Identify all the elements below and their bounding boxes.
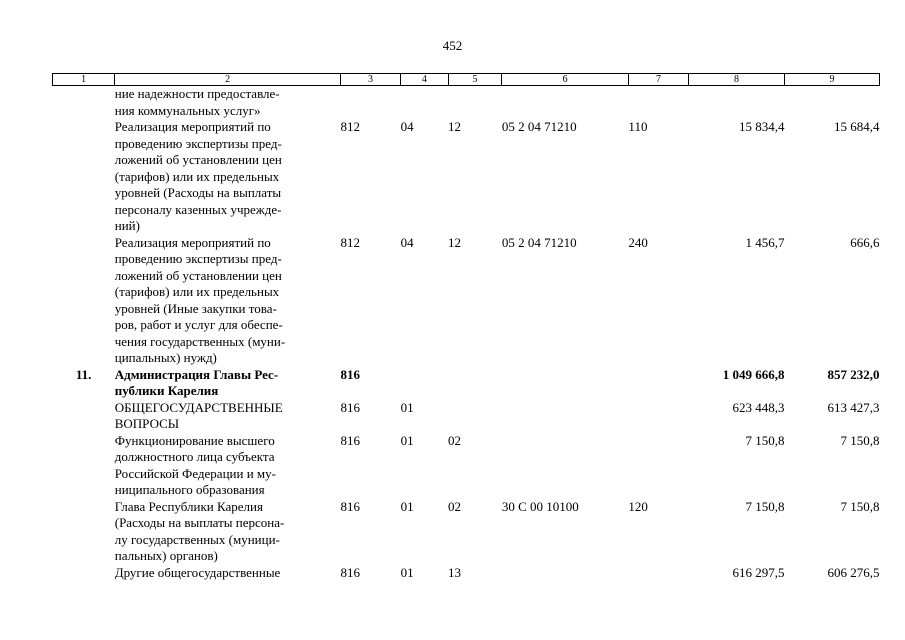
amount-year-1: 1 456,7 (745, 234, 785, 250)
ministry-code: 816 (340, 498, 360, 514)
section-code (401, 367, 448, 400)
table-row (53, 400, 880, 433)
section-code: 04 (400, 119, 414, 134)
row-number (53, 499, 115, 565)
expense-type-code (628, 86, 688, 120)
target-article-code: 30 С 00 10100 (501, 498, 579, 514)
table-row (53, 565, 880, 582)
subsection-code: 02 (448, 432, 462, 448)
section-code: 01 (400, 432, 414, 448)
item-name: Глава Республики Карелия (Расходы на выплаты персона- лу государственных (муници- пальных) органов) (114, 498, 285, 563)
table-row (53, 235, 880, 367)
section-code: 01 (400, 564, 414, 580)
table-row (53, 433, 880, 499)
target-article-code (502, 400, 629, 433)
column-header: 1 (53, 74, 115, 86)
amount-year-2: 7 150,8 (840, 432, 880, 448)
column-header: 5 (448, 74, 502, 86)
row-number: 11. (75, 366, 92, 382)
amount-year-2: 7 150,8 (840, 498, 880, 514)
amount-year-1: 7 150,8 (745, 432, 785, 448)
row-number (53, 400, 115, 433)
page-number: 452 (442, 38, 463, 53)
target-article-code (502, 433, 629, 499)
target-article-code: 05 2 04 71210 (501, 234, 577, 250)
column-header: 2 (115, 74, 341, 86)
row-number (53, 565, 115, 582)
table-row (53, 499, 880, 565)
column-header: 3 (340, 74, 400, 86)
subsection-code: 12 (448, 119, 462, 134)
ministry-code (340, 86, 400, 120)
expense-type-code: 240 (628, 234, 648, 250)
budget-table (52, 73, 880, 581)
expense-type-code: 110 (628, 119, 648, 134)
row-number (53, 119, 115, 235)
section-code: 04 (400, 234, 414, 250)
ministry-code: 816 (340, 564, 360, 580)
item-name: ОБЩЕГОСУДАРСТВЕННЫЕ ВОПРОСЫ (114, 399, 283, 431)
section-code: 01 (400, 498, 414, 514)
column-number-row (53, 74, 880, 86)
expense-type-code (628, 565, 688, 582)
amount-year-1: 15 834,4 (739, 119, 785, 134)
ministry-code: 816 (340, 432, 360, 448)
column-header: 9 (785, 74, 880, 86)
expense-type-code: 120 (628, 498, 648, 514)
item-name: Реализация мероприятий по проведению экспертизы пред- ложений об установлении цен (тарифов) или их предельных уровней (Расходы на выплаты персоналу казенных учрежде- ний) (114, 119, 282, 233)
subsection-code (448, 86, 502, 120)
item-name: Другие общегосударственные (114, 564, 281, 580)
target-article-code: 05 2 04 71210 (501, 119, 577, 134)
subsection-code: 12 (448, 234, 462, 250)
amount-year-2 (785, 86, 880, 120)
column-header: 8 (689, 74, 785, 86)
amount-year-1: 1 049 666,8 (722, 366, 785, 382)
amount-year-1 (689, 86, 785, 120)
row-number (53, 235, 115, 367)
section-code: 01 (400, 399, 414, 415)
subsection-code: 13 (448, 564, 462, 580)
table-row (53, 367, 880, 400)
target-article-code (502, 367, 629, 400)
item-name: Реализация мероприятий по проведению экспертизы пред- ложений об установлении цен (тарифов) или их предельных уровней (Иные закупки това- ров, работ и услуг для обеспе- чения государственных (муни- ципальных) нужд) (114, 234, 286, 365)
amount-year-1: 7 150,8 (745, 498, 785, 514)
item-name: ние надежности предоставле- ния коммунальных услуг» (114, 86, 280, 118)
item-name: Функционирование высшего должностного лица субъекта Российской Федерации и му- ниципального образования (114, 432, 276, 497)
amount-year-2: 606 276,5 (827, 564, 880, 580)
column-header: 7 (628, 74, 688, 86)
expense-type-code (628, 433, 688, 499)
subsection-code (448, 400, 502, 433)
subsection-code (448, 367, 502, 400)
row-number (53, 433, 115, 499)
target-article-code (502, 565, 629, 582)
ministry-code: 816 (340, 366, 360, 382)
column-header: 6 (502, 74, 629, 86)
subsection-code: 02 (448, 498, 462, 514)
amount-year-1: 616 297,5 (732, 564, 785, 580)
row-number (53, 86, 115, 120)
ministry-code: 816 (340, 399, 360, 415)
amount-year-2: 666,6 (850, 234, 880, 250)
expense-type-code (628, 367, 688, 400)
amount-year-2: 613 427,3 (827, 399, 880, 415)
amount-year-2: 857 232,0 (827, 366, 880, 382)
table-row (53, 119, 880, 235)
expense-type-code (628, 400, 688, 433)
item-name: Администрация Главы Рес- публики Карелия (114, 366, 279, 398)
ministry-code: 812 (340, 119, 360, 134)
table-row (53, 86, 880, 120)
column-header: 4 (401, 74, 448, 86)
ministry-code: 812 (340, 234, 360, 250)
section-code (401, 86, 448, 120)
amount-year-2: 15 684,4 (834, 119, 880, 134)
target-article-code (502, 86, 629, 120)
amount-year-1: 623 448,3 (732, 399, 785, 415)
